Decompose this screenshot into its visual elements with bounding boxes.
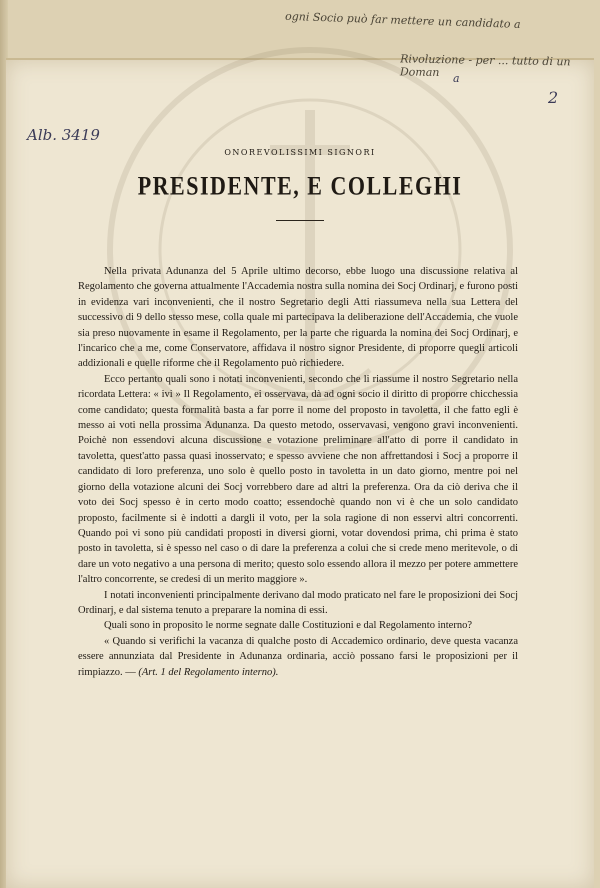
- handwritten-note-continued: Rivoluzione - per ... tutto di un Doman: [399, 52, 571, 80]
- regulation-reference: (Art. 1 del Regolamento interno).: [138, 666, 279, 678]
- salutation: ONOREVOLISSIMI SIGNORI: [224, 148, 376, 157]
- handwritten-note-line1: ogni Socio può far mettere un candidato a: [284, 9, 521, 31]
- paragraph-5-text: « Quando si verifichi la vacanza di qualche posto di Accademico ordinario, deve questa vacanza essere annunziata dal Presidente in Adunanza ordinaria, acciò possano farsi le proposizioni per il rimpiazzo. —: [78, 635, 518, 678]
- handwritten-mark: a: [453, 72, 460, 85]
- page-title: PRESIDENTE, E COLLEGHI: [137, 170, 463, 201]
- title-divider: [276, 220, 324, 221]
- paragraph-3: I notati inconvenienti principalmente derivano dal modo praticato nel fare le proposizioni dei Socj Ordinarj, e dal sistema tenuto a preparare la nomina di essi.: [78, 589, 518, 616]
- paragraph-1: Nella privata Adunanza del 5 Aprile ultimo decorso, ebbe luogo una discussione relativa al Regolamento che governa attualmente l'Accademia nostra sulla nomina dei Socj Ordinarj, e furono posti in evidenza vari inconvenienti, che il nostro Segretario degli Atti riassumeva nella sua Lettera del successivo di 9 dello stesso mese, colla quale mi partecipava la deliberazione dell'Accademia, che vuole sia preso nuovamente in esame il Regolamento, per la parte che riguarda la nomina dei Socj Ordinarj, e l'incarico che a me, come Conservatore, affidava il nostro signor Presidente, di proporre quegli articoli addizionali e quelle riforme che il Regolamento può richiedere.: [78, 266, 518, 370]
- letter-body: [78, 264, 518, 680]
- page-number: 2: [548, 88, 559, 107]
- paragraph-4: Quali sono in proposito le norme segnate dalle Costituzioni e dal Regolamento interno?: [104, 620, 473, 632]
- paragraph-2: Ecco pertanto quali sono i notati inconvenienti, secondo che li riassume il nostro Segretario nella ricordata Lettera: « ivi » Il Regolamento, ei osservava, dà ad ogni socio il diritto di proporre chicchessia come candidato; questa formalità basta a far porre il nome del proposto in tavoletta, il che fatto egli è messo ai voti nella prossima Adunanza. Da questo metodo, osservavasi, vengono gravi inconvenienti. Poichè non essendovi alcuna discussione e votazione preliminare all'atto di porre il candidato in tavoletta, quest'atto passa quasi inosservato; e spesso avviene che non affrettandosi i Socj a proporre il candidato di loro preferenza, uno solo è quello posto in tavoletta in un dato giorno, mentre poi nel giorno della votazione alcuni dei Socj vorrebbero dare ad altri la preferenza. Ora da ciò deriva che il voto dei Socj spesso è in certo modo coatto; essendochè quando non vi è che un solo candidato proposto, facilmente si è indotti a dargli il voto, per la sola ragione di non esservi altri concorrenti. Quando poi vi sono più candidati proposti in diversi giorni, votar dovendosi prima, chi prima è stato posto in tavoletta, si è spesso nel caso o di dare la preferenza a colui che si crede meno meritevole, o di dare un voto negativo a una persona di merito; questo solo essendo allora il mezzo per potere ammettere l'altro concorrente, se credesi di un merito maggiore ».: [78, 373, 518, 586]
- archive-number: Alb. 3419: [27, 126, 100, 144]
- paragraph-5: [78, 634, 518, 680]
